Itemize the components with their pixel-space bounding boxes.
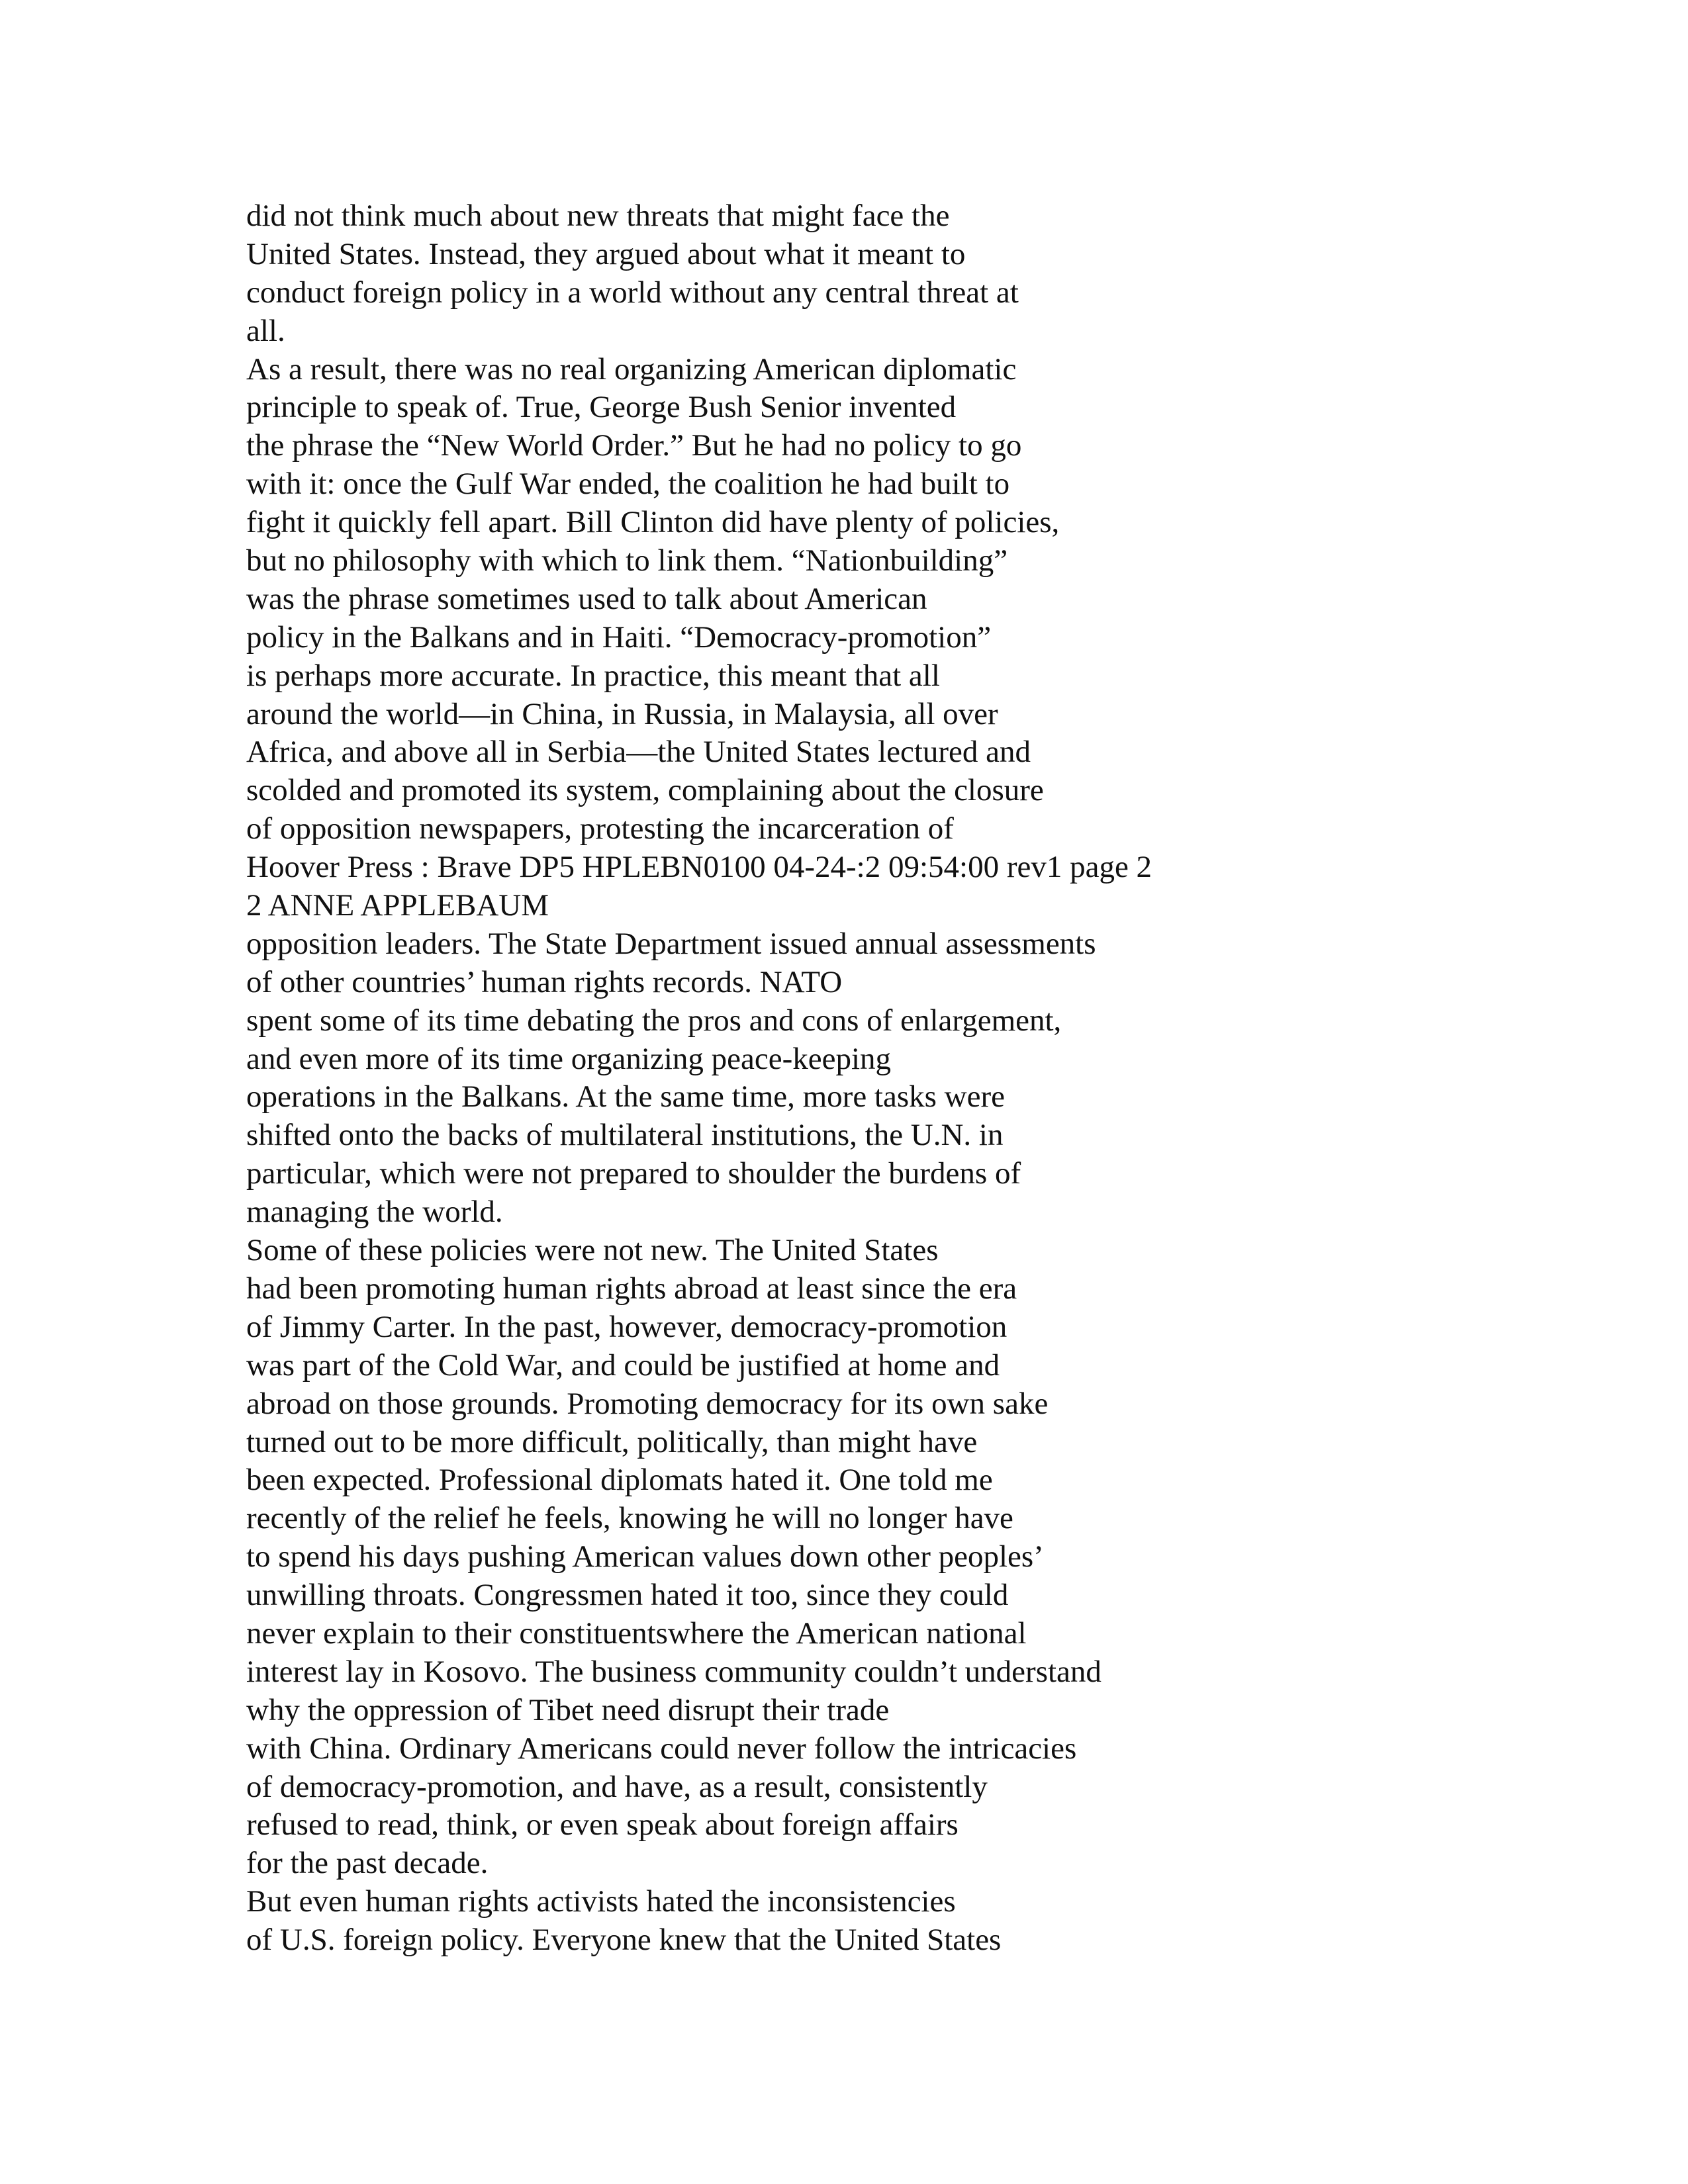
text-line: of Jimmy Carter. In the past, however, democracy-promotion xyxy=(246,1309,1008,1344)
text-line: of other countries’ human rights records. NATO xyxy=(246,964,843,999)
text-line: managing the world. xyxy=(246,1195,503,1230)
text-line: was part of the Cold War, and could be justified at home and xyxy=(246,1347,1000,1383)
text-line: had been promoting human rights abroad at least since the era xyxy=(246,1271,1017,1306)
text-line: United States. Instead, they argued about what it meant to xyxy=(246,236,966,271)
text-line: As a result, there was no real organizing American diplomatic xyxy=(246,351,1017,387)
text-line: But even human rights activists hated the inconsistencies xyxy=(246,1884,956,1919)
body-text xyxy=(246,197,1504,1960)
text-line: Hoover Press : Brave DP5 HPLEBN0100 04-24-:2 09:54:00 rev1 page 2 xyxy=(246,850,1152,885)
text-line: conduct foreign policy in a world without any central threat at xyxy=(246,275,1019,310)
text-line: of opposition newspapers, protesting the incarceration of xyxy=(246,811,954,846)
text-line: been expected. Professional diplomats hated it. One told me xyxy=(246,1463,993,1498)
text-line: did not think much about new threats that might face the xyxy=(246,199,950,233)
text-line: with it: once the Gulf War ended, the coalition he had built to xyxy=(246,467,1010,502)
text-line: spent some of its time debating the pros and cons of enlargement, xyxy=(246,1003,1062,1038)
text-line: refused to read, think, or even speak about foreign affairs xyxy=(246,1807,959,1843)
text-line: opposition leaders. The State Department issued annual assessments xyxy=(246,926,1096,961)
text-line: all. xyxy=(246,313,285,348)
text-line: unwilling throats. Congressmen hated it too, since they could xyxy=(246,1578,1009,1613)
text-line: recently of the relief he feels, knowing he will no longer have xyxy=(246,1501,1013,1536)
text-line: to spend his days pushing American values down other peoples’ xyxy=(246,1539,1044,1574)
text-line: of U.S. foreign policy. Everyone knew that the United States xyxy=(246,1923,1002,1958)
text-line: scolded and promoted its system, complaining about the closure xyxy=(246,773,1044,808)
text-line: abroad on those grounds. Promoting democracy for its own sake xyxy=(246,1386,1049,1421)
text-line: around the world—in China, in Russia, in Malaysia, all over xyxy=(246,696,998,731)
text-line: Some of these policies were not new. The United States xyxy=(246,1233,939,1268)
text-line: operations in the Balkans. At the same time, more tasks were xyxy=(246,1079,1005,1115)
text-line: turned out to be more difficult, politically, than might have xyxy=(246,1424,978,1459)
text-line: 2 ANNE APPLEBAUM xyxy=(246,888,549,923)
text-line: why the oppression of Tibet need disrupt their trade xyxy=(246,1692,890,1727)
text-line: was the phrase sometimes used to talk about American xyxy=(246,581,927,616)
text-line: principle to speak of. True, George Bush Senior invented xyxy=(246,390,957,425)
text-line: of democracy-promotion, and have, as a result, consistently xyxy=(246,1769,988,1804)
text-line: never explain to their constituentswhere the American national xyxy=(246,1615,1027,1651)
text-line: shifted onto the backs of multilateral institutions, the U.N. in xyxy=(246,1118,1004,1153)
text-line: interest lay in Kosovo. The business community couldn’t understand xyxy=(246,1654,1102,1689)
text-line: fight it quickly fell apart. Bill Clinton did have plenty of policies, xyxy=(246,505,1060,540)
text-line: and even more of its time organizing peace-keeping xyxy=(246,1041,892,1076)
text-line: but no philosophy with which to link them. “Nationbuilding” xyxy=(246,543,1008,578)
text-line: policy in the Balkans and in Haiti. “Democracy-promotion” xyxy=(246,619,992,655)
text-line: particular, which were not prepared to shoulder the burdens of xyxy=(246,1156,1021,1191)
text-line: Africa, and above all in Serbia—the United States lectured and xyxy=(246,735,1031,770)
text-line: for the past decade. xyxy=(246,1846,489,1881)
text-line: is perhaps more accurate. In practice, this meant that all xyxy=(246,658,940,693)
text-line: the phrase the “New World Order.” But he had no policy to go xyxy=(246,428,1022,463)
text-line: with China. Ordinary Americans could never follow the intricacies xyxy=(246,1731,1077,1766)
